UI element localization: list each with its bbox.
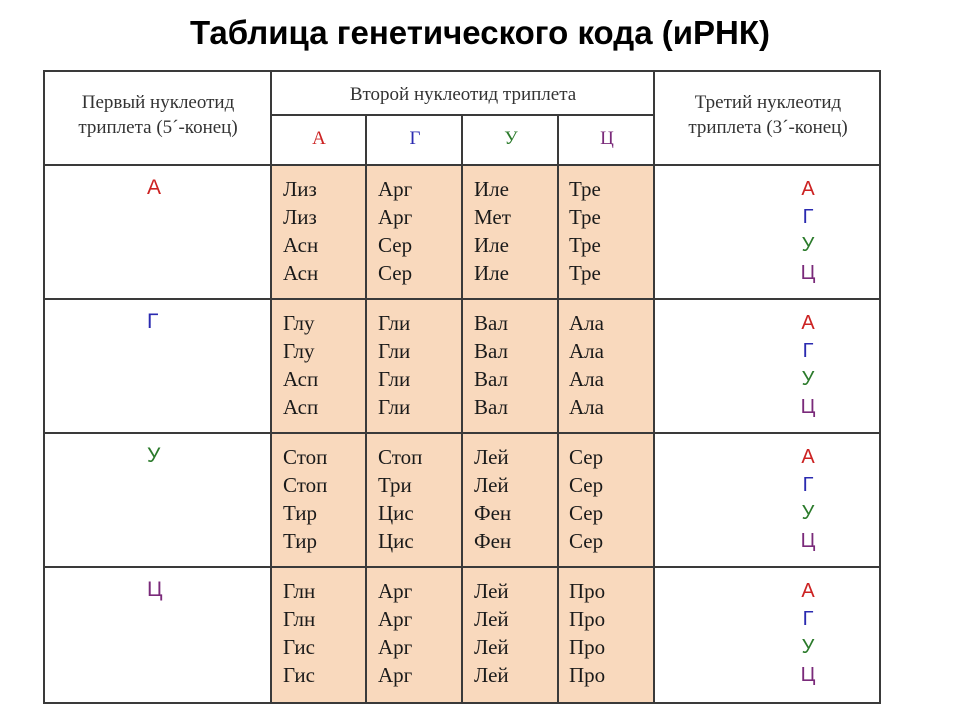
codon-cell: Глу Глу Асп Асп [283, 311, 319, 419]
third-nucleotide-list: А Г У Ц [800, 580, 816, 686]
third-nucleotide-list: А Г У Ц [800, 178, 816, 284]
table-border-top [43, 70, 881, 72]
first-nucleotide: А [147, 176, 162, 199]
genetic-code-table [43, 70, 881, 704]
header-divider [271, 114, 655, 116]
codon-cell: Про Про Про Про [569, 579, 606, 687]
page-title: Таблица генетического кода (иРНК) [190, 14, 770, 51]
first-nucleotide-header: Первый нуклеотид триплета (5´-конец) [78, 92, 238, 138]
second-nucleotide-header: Второй нуклеотид триплета [349, 84, 577, 105]
codon-cell: Арг Арг Арг Арг [378, 579, 413, 687]
codon-cell: Иле Мет Иле Иле [474, 177, 511, 285]
third-nucleotide-header: Третий нуклеотид триплета (3´-конец) [688, 92, 848, 138]
first-nucleotide: Г [147, 310, 159, 333]
column-divider [557, 114, 559, 704]
third-nucleotide-list: А Г У Ц [800, 312, 816, 418]
codon-cell: Глн Глн Гис Гис [283, 579, 316, 687]
codon-cell: Стоп Три Цис Цис [378, 445, 423, 553]
second-nucleotide-g: Г [409, 128, 421, 149]
codon-cell: Тре Тре Тре Тре [569, 177, 601, 285]
codon-cell: Арг Арг Сер Сер [378, 177, 413, 285]
first-nucleotide: Ц [147, 578, 163, 601]
table-border-left [43, 70, 45, 704]
second-nucleotide-u: У [504, 128, 518, 149]
codon-cell: Лей Лей Лей Лей [474, 579, 509, 687]
column-divider [461, 114, 463, 704]
codon-cell: Ала Ала Ала Ала [569, 311, 604, 419]
codon-cell: Сер Сер Сер Сер [569, 445, 604, 553]
third-nucleotide-list: А Г У Ц [800, 446, 816, 552]
column-divider [365, 114, 367, 704]
second-nucleotide-c: Ц [600, 128, 614, 149]
codon-cell: Вал Вал Вал Вал [474, 311, 508, 419]
column-divider [653, 70, 655, 704]
second-nucleotide-a: А [312, 128, 326, 149]
column-divider [270, 70, 272, 704]
codon-cell: Стоп Стоп Тир Тир [283, 445, 328, 553]
first-nucleotide: У [147, 444, 161, 467]
table-border-right [879, 70, 881, 704]
codon-cell: Гли Гли Гли Гли [378, 311, 411, 419]
codon-cell: Лиз Лиз Асн Асн [283, 177, 319, 285]
codon-cell: Лей Лей Фен Фен [474, 445, 512, 553]
